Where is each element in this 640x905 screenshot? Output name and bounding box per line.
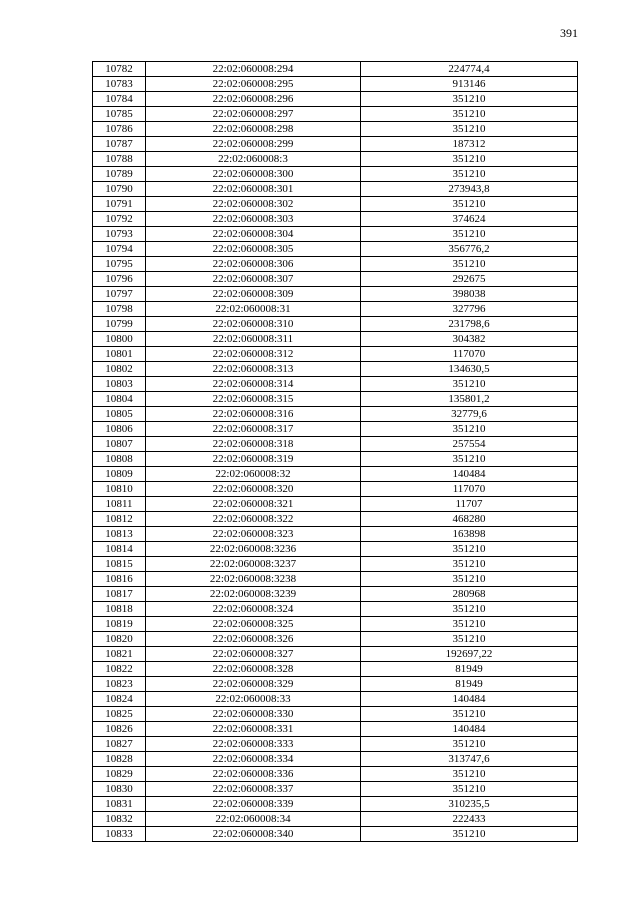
- table-row: [93, 332, 578, 347]
- value-cell: 231798,6: [361, 317, 578, 332]
- row-number-cell: 10812: [93, 512, 146, 527]
- table-row: [93, 647, 578, 662]
- value-cell: 398038: [361, 287, 578, 302]
- table-row: [93, 767, 578, 782]
- cadastral-number-cell: 22:02:060008:295: [146, 77, 361, 92]
- row-number-cell: 10802: [93, 362, 146, 377]
- row-number-cell: 10825: [93, 707, 146, 722]
- cadastral-number-cell: 22:02:060008:318: [146, 437, 361, 452]
- cadastral-number-cell: 22:02:060008:336: [146, 767, 361, 782]
- cadastral-number-cell: 22:02:060008:313: [146, 362, 361, 377]
- value-cell: 117070: [361, 347, 578, 362]
- cadastral-number-cell: 22:02:060008:33: [146, 692, 361, 707]
- value-cell: 351210: [361, 227, 578, 242]
- row-number-cell: 10822: [93, 662, 146, 677]
- row-number-cell: 10829: [93, 767, 146, 782]
- table-row: [93, 632, 578, 647]
- cadastral-number-cell: 22:02:060008:311: [146, 332, 361, 347]
- value-cell: 351210: [361, 107, 578, 122]
- value-cell: 304382: [361, 332, 578, 347]
- cadastral-number-cell: 22:02:060008:306: [146, 257, 361, 272]
- row-number-cell: 10792: [93, 212, 146, 227]
- value-cell: 351210: [361, 602, 578, 617]
- cadastral-number-cell: 22:02:060008:328: [146, 662, 361, 677]
- table-row: [93, 407, 578, 422]
- table-row: [93, 752, 578, 767]
- table-row: [93, 542, 578, 557]
- value-cell: 192697,22: [361, 647, 578, 662]
- table-row: [93, 662, 578, 677]
- row-number-cell: 10786: [93, 122, 146, 137]
- cadastral-number-cell: 22:02:060008:339: [146, 797, 361, 812]
- row-number-cell: 10801: [93, 347, 146, 362]
- table-row: [93, 152, 578, 167]
- value-cell: 374624: [361, 212, 578, 227]
- row-number-cell: 10819: [93, 617, 146, 632]
- cadastral-number-cell: 22:02:060008:321: [146, 497, 361, 512]
- table-row: [93, 167, 578, 182]
- cadastral-number-cell: 22:02:060008:309: [146, 287, 361, 302]
- table-row: [93, 602, 578, 617]
- row-number-cell: 10784: [93, 92, 146, 107]
- value-cell: 468280: [361, 512, 578, 527]
- table-row: [93, 107, 578, 122]
- cadastral-number-cell: 22:02:060008:3236: [146, 542, 361, 557]
- value-cell: 280968: [361, 587, 578, 602]
- value-cell: 273943,8: [361, 182, 578, 197]
- cadastral-number-cell: 22:02:060008:340: [146, 827, 361, 842]
- row-number-cell: 10794: [93, 242, 146, 257]
- value-cell: 351210: [361, 452, 578, 467]
- cadastral-number-cell: 22:02:060008:319: [146, 452, 361, 467]
- table-row: [93, 197, 578, 212]
- value-cell: 140484: [361, 467, 578, 482]
- cadastral-number-cell: 22:02:060008:32: [146, 467, 361, 482]
- table-row: [93, 137, 578, 152]
- cadastral-number-cell: 22:02:060008:329: [146, 677, 361, 692]
- value-cell: 292675: [361, 272, 578, 287]
- table-row: [93, 617, 578, 632]
- row-number-cell: 10815: [93, 557, 146, 572]
- value-cell: 222433: [361, 812, 578, 827]
- table-row: [93, 257, 578, 272]
- value-cell: 351210: [361, 737, 578, 752]
- value-cell: 351210: [361, 557, 578, 572]
- cadastral-number-cell: 22:02:060008:324: [146, 602, 361, 617]
- cadastral-number-cell: 22:02:060008:298: [146, 122, 361, 137]
- row-number-cell: 10806: [93, 422, 146, 437]
- cadastral-number-cell: 22:02:060008:331: [146, 722, 361, 737]
- row-number-cell: 10811: [93, 497, 146, 512]
- cadastral-number-cell: 22:02:060008:297: [146, 107, 361, 122]
- table-row: [93, 692, 578, 707]
- table-row: [93, 302, 578, 317]
- row-number-cell: 10793: [93, 227, 146, 242]
- cadastral-number-cell: 22:02:060008:327: [146, 647, 361, 662]
- value-cell: 356776,2: [361, 242, 578, 257]
- table-row: [93, 467, 578, 482]
- table-body: [93, 62, 578, 842]
- cadastral-number-cell: 22:02:060008:333: [146, 737, 361, 752]
- cadastral-number-cell: 22:02:060008:317: [146, 422, 361, 437]
- value-cell: 351210: [361, 827, 578, 842]
- value-cell: 224774,4: [361, 62, 578, 77]
- value-cell: 81949: [361, 662, 578, 677]
- value-cell: 140484: [361, 722, 578, 737]
- value-cell: 351210: [361, 782, 578, 797]
- row-number-cell: 10824: [93, 692, 146, 707]
- table-row: [93, 422, 578, 437]
- value-cell: 187312: [361, 137, 578, 152]
- table-row: [93, 572, 578, 587]
- row-number-cell: 10808: [93, 452, 146, 467]
- row-number-cell: 10814: [93, 542, 146, 557]
- row-number-cell: 10826: [93, 722, 146, 737]
- row-number-cell: 10816: [93, 572, 146, 587]
- row-number-cell: 10789: [93, 167, 146, 182]
- table-row: [93, 482, 578, 497]
- row-number-cell: 10783: [93, 77, 146, 92]
- cadastral-number-cell: 22:02:060008:334: [146, 752, 361, 767]
- value-cell: 117070: [361, 482, 578, 497]
- cadastral-number-cell: 22:02:060008:3238: [146, 572, 361, 587]
- row-number-cell: 10807: [93, 437, 146, 452]
- table-row: [93, 437, 578, 452]
- value-cell: 313747,6: [361, 752, 578, 767]
- row-number-cell: 10813: [93, 527, 146, 542]
- cadastral-number-cell: 22:02:060008:3237: [146, 557, 361, 572]
- row-number-cell: 10798: [93, 302, 146, 317]
- cadastral-number-cell: 22:02:060008:294: [146, 62, 361, 77]
- row-number-cell: 10828: [93, 752, 146, 767]
- row-number-cell: 10795: [93, 257, 146, 272]
- value-cell: 351210: [361, 122, 578, 137]
- row-number-cell: 10805: [93, 407, 146, 422]
- table-row: [93, 347, 578, 362]
- row-number-cell: 10782: [93, 62, 146, 77]
- cadastral-number-cell: 22:02:060008:302: [146, 197, 361, 212]
- row-number-cell: 10799: [93, 317, 146, 332]
- table-row: [93, 497, 578, 512]
- row-number-cell: 10787: [93, 137, 146, 152]
- cadastral-number-cell: 22:02:060008:316: [146, 407, 361, 422]
- value-cell: 351210: [361, 197, 578, 212]
- cadastral-value-table: [92, 61, 578, 842]
- row-number-cell: 10796: [93, 272, 146, 287]
- row-number-cell: 10800: [93, 332, 146, 347]
- row-number-cell: 10804: [93, 392, 146, 407]
- cadastral-number-cell: 22:02:060008:314: [146, 377, 361, 392]
- cadastral-number-cell: 22:02:060008:300: [146, 167, 361, 182]
- row-number-cell: 10788: [93, 152, 146, 167]
- cadastral-number-cell: 22:02:060008:307: [146, 272, 361, 287]
- table-row: [93, 722, 578, 737]
- table-row: [93, 317, 578, 332]
- table-row: [93, 782, 578, 797]
- value-cell: 310235,5: [361, 797, 578, 812]
- table-row: [93, 77, 578, 92]
- table-row: [93, 707, 578, 722]
- table-row: [93, 242, 578, 257]
- table-row: [93, 812, 578, 827]
- row-number-cell: 10832: [93, 812, 146, 827]
- value-cell: 351210: [361, 767, 578, 782]
- cadastral-number-cell: 22:02:060008:310: [146, 317, 361, 332]
- table-row: [93, 62, 578, 77]
- value-cell: 351210: [361, 152, 578, 167]
- cadastral-number-cell: 22:02:060008:34: [146, 812, 361, 827]
- value-cell: 327796: [361, 302, 578, 317]
- row-number-cell: 10830: [93, 782, 146, 797]
- cadastral-number-cell: 22:02:060008:312: [146, 347, 361, 362]
- table-row: [93, 287, 578, 302]
- row-number-cell: 10809: [93, 467, 146, 482]
- table-row: [93, 272, 578, 287]
- row-number-cell: 10791: [93, 197, 146, 212]
- cadastral-number-cell: 22:02:060008:305: [146, 242, 361, 257]
- table-row: [93, 827, 578, 842]
- cadastral-number-cell: 22:02:060008:315: [146, 392, 361, 407]
- row-number-cell: 10790: [93, 182, 146, 197]
- table-row: [93, 122, 578, 137]
- value-cell: 135801,2: [361, 392, 578, 407]
- cadastral-number-cell: 22:02:060008:337: [146, 782, 361, 797]
- table-row: [93, 797, 578, 812]
- table-row: [93, 677, 578, 692]
- cadastral-number-cell: 22:02:060008:323: [146, 527, 361, 542]
- cadastral-number-cell: 22:02:060008:325: [146, 617, 361, 632]
- value-cell: 163898: [361, 527, 578, 542]
- row-number-cell: 10797: [93, 287, 146, 302]
- row-number-cell: 10823: [93, 677, 146, 692]
- table-row: [93, 392, 578, 407]
- value-cell: 32779,6: [361, 407, 578, 422]
- value-cell: 351210: [361, 167, 578, 182]
- row-number-cell: 10818: [93, 602, 146, 617]
- value-cell: 351210: [361, 542, 578, 557]
- row-number-cell: 10833: [93, 827, 146, 842]
- value-cell: 134630,5: [361, 362, 578, 377]
- row-number-cell: 10803: [93, 377, 146, 392]
- value-cell: 11707: [361, 497, 578, 512]
- table-row: [93, 512, 578, 527]
- table-row: [93, 527, 578, 542]
- cadastral-number-cell: 22:02:060008:320: [146, 482, 361, 497]
- row-number-cell: 10820: [93, 632, 146, 647]
- value-cell: 257554: [361, 437, 578, 452]
- table-row: [93, 182, 578, 197]
- table-row: [93, 377, 578, 392]
- table-row: [93, 362, 578, 377]
- value-cell: 351210: [361, 632, 578, 647]
- page-number: 391: [560, 26, 578, 40]
- row-number-cell: 10817: [93, 587, 146, 602]
- row-number-cell: 10827: [93, 737, 146, 752]
- value-cell: 913146: [361, 77, 578, 92]
- cadastral-number-cell: 22:02:060008:3239: [146, 587, 361, 602]
- value-cell: 351210: [361, 257, 578, 272]
- cadastral-number-cell: 22:02:060008:31: [146, 302, 361, 317]
- value-cell: 351210: [361, 617, 578, 632]
- value-cell: 351210: [361, 422, 578, 437]
- value-cell: 140484: [361, 692, 578, 707]
- row-number-cell: 10810: [93, 482, 146, 497]
- table-row: [93, 92, 578, 107]
- cadastral-number-cell: 22:02:060008:3: [146, 152, 361, 167]
- value-cell: 351210: [361, 377, 578, 392]
- table-row: [93, 587, 578, 602]
- table-row: [93, 212, 578, 227]
- table-row: [93, 557, 578, 572]
- value-cell: 351210: [361, 707, 578, 722]
- cadastral-number-cell: 22:02:060008:303: [146, 212, 361, 227]
- cadastral-number-cell: 22:02:060008:326: [146, 632, 361, 647]
- value-cell: 351210: [361, 572, 578, 587]
- table-row: [93, 737, 578, 752]
- row-number-cell: 10821: [93, 647, 146, 662]
- cadastral-number-cell: 22:02:060008:330: [146, 707, 361, 722]
- row-number-cell: 10785: [93, 107, 146, 122]
- value-cell: 351210: [361, 92, 578, 107]
- cadastral-number-cell: 22:02:060008:304: [146, 227, 361, 242]
- cadastral-number-cell: 22:02:060008:299: [146, 137, 361, 152]
- value-cell: 81949: [361, 677, 578, 692]
- cadastral-number-cell: 22:02:060008:301: [146, 182, 361, 197]
- cadastral-number-cell: 22:02:060008:296: [146, 92, 361, 107]
- cadastral-number-cell: 22:02:060008:322: [146, 512, 361, 527]
- table-row: [93, 452, 578, 467]
- table-row: [93, 227, 578, 242]
- row-number-cell: 10831: [93, 797, 146, 812]
